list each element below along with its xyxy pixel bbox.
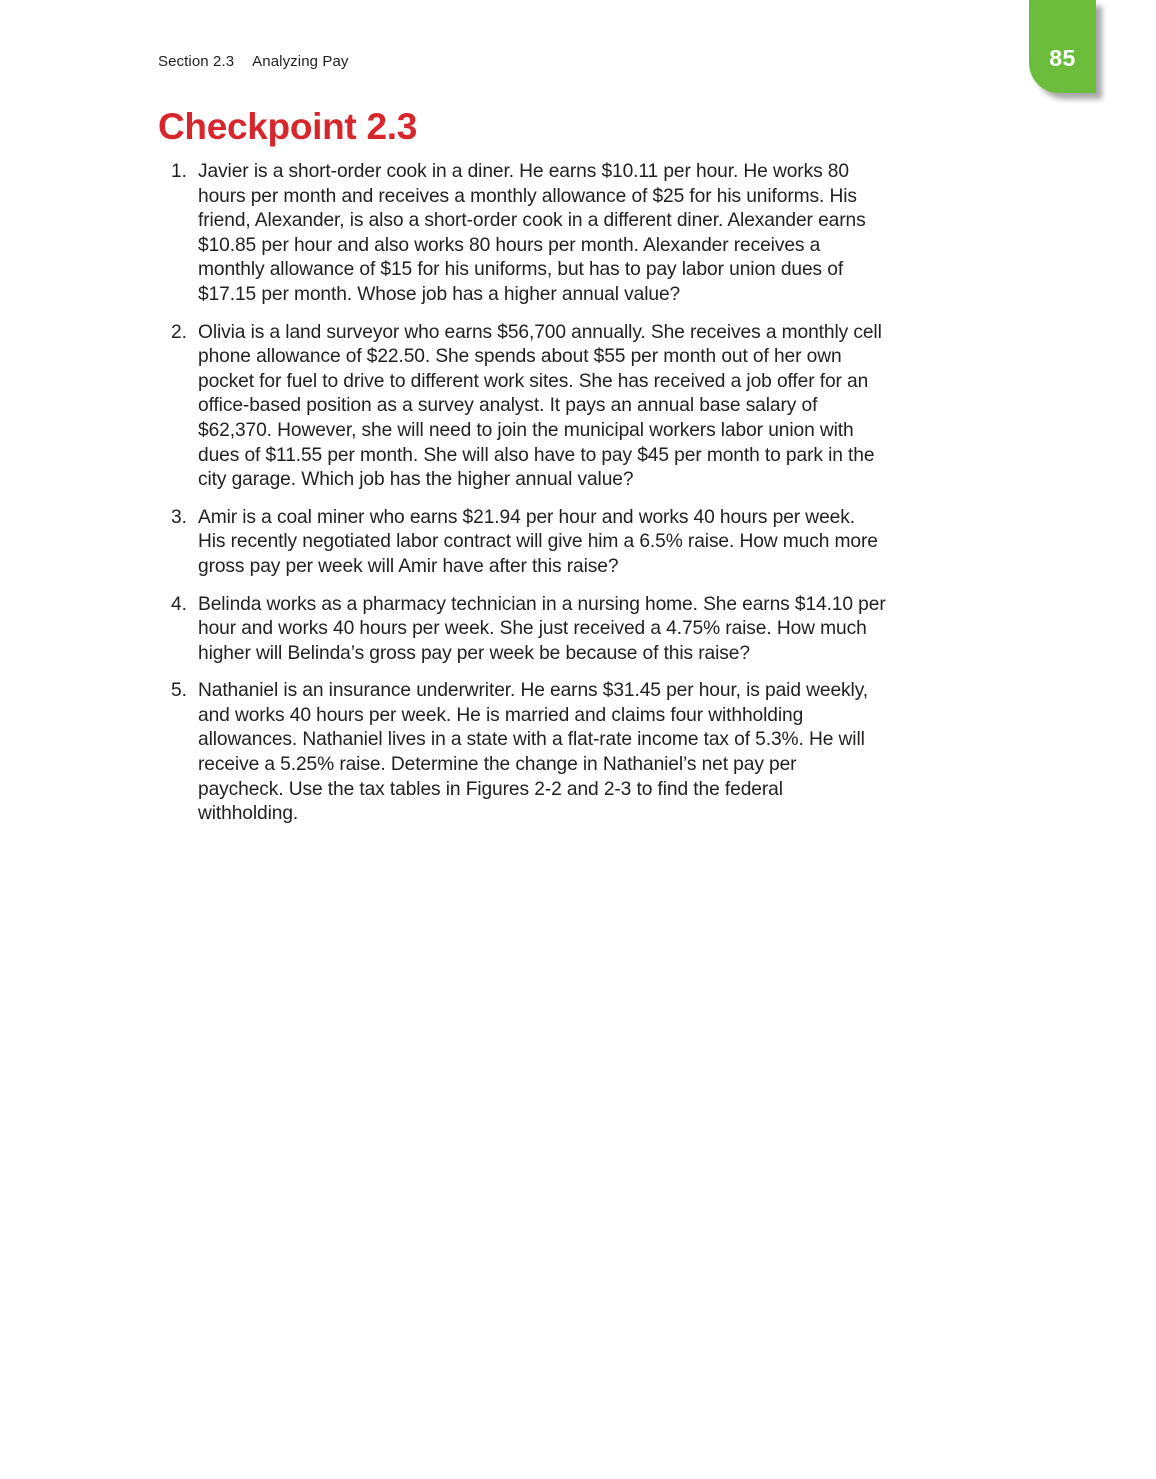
question-text: Javier is a short-order cook in a diner. He earns $10.11 per hour. He works 80 hours per month and receives a monthly allowance of $25 for his uniforms. His friend, Alexander, is also a short-order cook in a different diner. Alexander earns $10.85 per hour and also works 80 hours per month. Alexander receives a monthly allowance of $15 for his uniforms, but has to pay labor union dues of $17.15 per month. Whose job has a higher annual value?	[198, 161, 866, 305]
question-text: Nathaniel is an insurance underwriter. He earns $31.45 per hour, is paid weekly, and works 40 hours per week. He is married and claims four withholding allowances. Nathaniel lives in a state with a flat-rate income tax of 5.3%. He will receive a 5.25% raise. Determine the change in Nathaniel’s net pay per paycheck. Use the tax tables in Figures 2-2 and 2-3 to find the federal withholding.	[198, 680, 868, 825]
question-text: Olivia is a land surveyor who earns $56,700 annually. She receives a monthly cell phone allowance of $22.50. She spends about $55 per month out of her own pocket for fuel to drive to different work sites. She has received a job offer for an office-based position as a survey analyst. It pays an annual base salary of $62,370. However, she will need to join the municipal workers labor union with dues of $11.55 per month. She will also have to pay $45 per month to park in the city garage. Which job has the higher annual value?	[198, 321, 882, 491]
question-item	[171, 593, 887, 667]
question-list	[171, 160, 887, 840]
question-number: 4.	[171, 593, 187, 615]
page-title: Checkpoint 2.3	[158, 106, 417, 147]
question-item	[171, 679, 887, 827]
question-text: Belinda works as a pharmacy technician in a nursing home. She earns $14.10 per hour and works 40 hours per week. She just received a 4.75% raise. How much higher will Belinda’s gross pay per week be because of this raise?	[198, 593, 886, 664]
page-number: 85	[1049, 45, 1076, 71]
question-number: 1.	[171, 161, 187, 182]
page-number-tab	[1029, 0, 1096, 93]
question-item	[171, 321, 887, 493]
question-number: 3.	[171, 506, 187, 528]
question-number: 5.	[171, 680, 187, 702]
section-title: Analyzing Pay	[252, 53, 349, 70]
question-text: Amir is a coal miner who earns $21.94 per hour and works 40 hours per week. His recently negotiated labor contract will give him a 6.5% raise. How much more gross pay per week will Amir have after this raise?	[198, 506, 878, 577]
question-item	[171, 506, 887, 580]
running-head	[158, 53, 349, 70]
question-number: 2.	[171, 321, 187, 343]
question-item	[171, 160, 887, 308]
section-label: Section 2.3	[158, 53, 235, 70]
